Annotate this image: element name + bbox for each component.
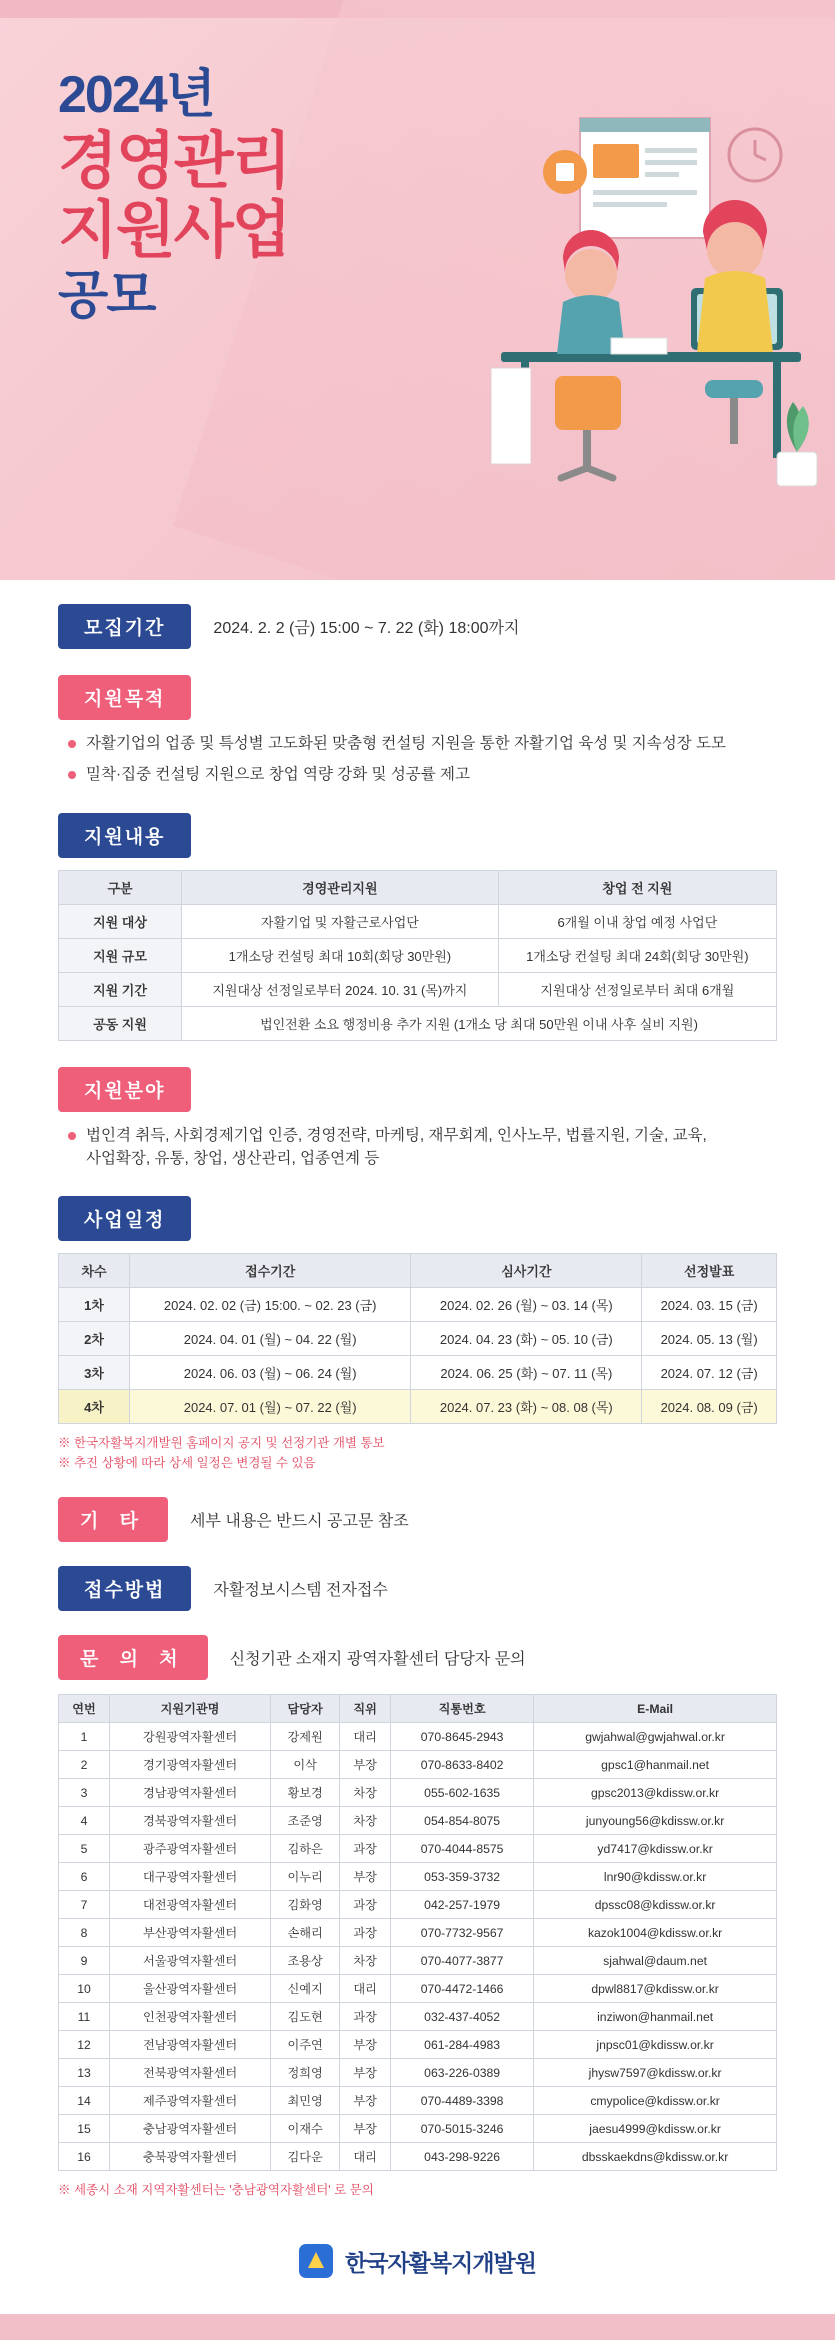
contact-row-13-person: 최민영 — [271, 2087, 340, 2115]
contact-row-12-org: 전북광역자활센터 — [110, 2059, 271, 2087]
contact-row-1-email: gpsc1@hanmail.net — [534, 1751, 777, 1779]
table-row — [59, 1723, 777, 1751]
contact-row-5-phone: 053-359-3732 — [391, 1863, 534, 1891]
contact-row-11-num: 12 — [59, 2031, 110, 2059]
support-row-2-col1: 지원대상 선정일로부터 2024. 10. 31 (목)까지 — [182, 972, 499, 1006]
table-row — [59, 2143, 777, 2171]
contact-row-2-org: 경남광역자활센터 — [110, 1779, 271, 1807]
purpose-head — [58, 675, 777, 720]
contact-note: ※ 세종시 소재 지역자활센터는 '충남광역자활센터' 로 문의 — [58, 2183, 374, 2197]
contact-row-0-org: 강원광역자활센터 — [110, 1723, 271, 1751]
contact-row-7-phone: 070-7732-9567 — [391, 1919, 534, 1947]
schedule-header-3: 선정발표 — [642, 1254, 777, 1288]
schedule-section — [58, 1196, 777, 1473]
table-row — [59, 1975, 777, 2003]
contact-row-10-phone: 032-437-4052 — [391, 2003, 534, 2031]
contact-row — [58, 1635, 777, 1680]
contact-row-13-phone: 070-4489-3398 — [391, 2087, 534, 2115]
table-row — [59, 2115, 777, 2143]
contact-row-7-person: 손해리 — [271, 1919, 340, 1947]
contact-row-11-email: jnpsc01@kdissw.or.kr — [534, 2031, 777, 2059]
apply-tag: 접수방법 — [58, 1566, 191, 1611]
list-item — [68, 732, 777, 755]
contact-row-2-person: 황보경 — [271, 1779, 340, 1807]
contact-row-15-title: 대리 — [340, 2143, 391, 2171]
table-row — [59, 904, 777, 938]
contact-table — [58, 1694, 777, 2171]
schedule-head — [58, 1196, 777, 1241]
support-header-1: 경영관리지원 — [182, 870, 499, 904]
table-row — [59, 1322, 777, 1356]
hero-title-line-2: 경영관리 — [58, 126, 290, 196]
contact-row-7-org: 부산광역자활센터 — [110, 1919, 271, 1947]
contact-row-14-email: jaesu4999@kdissw.or.kr — [534, 2115, 777, 2143]
contact-row-10-title: 과장 — [340, 2003, 391, 2031]
support-row-0-col2: 6개월 이내 창업 예정 사업단 — [498, 904, 776, 938]
list-item — [68, 1124, 777, 1171]
schedule-header-1: 접수기간 — [130, 1254, 411, 1288]
support-header-0: 구분 — [59, 870, 182, 904]
hero-title-line-4: 공모 — [58, 266, 155, 325]
contact-row-3-phone: 054-854-8075 — [391, 1807, 534, 1835]
support-head — [58, 813, 777, 858]
schedule-row-0-apply: 2024. 02. 02 (금) 15:00. ~ 02. 23 (금) — [130, 1288, 411, 1322]
contact-row-11-person: 이주연 — [271, 2031, 340, 2059]
support-row-0-label: 지원 대상 — [59, 904, 182, 938]
support-merged-label: 공동 지원 — [59, 1006, 182, 1040]
schedule-row-1-result: 2024. 05. 13 (월) — [642, 1322, 777, 1356]
contact-row-14-person: 이재수 — [271, 2115, 340, 2143]
support-tag: 지원내용 — [58, 813, 191, 858]
contact-row-8-email: sjahwal@daum.net — [534, 1947, 777, 1975]
schedule-row-1-phase: 2차 — [59, 1322, 130, 1356]
purpose-tag: 지원목적 — [58, 675, 191, 720]
contact-row-4-email: yd7417@kdissw.or.kr — [534, 1835, 777, 1863]
contact-row-12-title: 부장 — [340, 2059, 391, 2087]
contact-row-11-phone: 061-284-4983 — [391, 2031, 534, 2059]
bottom-band — [0, 2314, 835, 2340]
contact-row-6-num: 7 — [59, 1891, 110, 1919]
contact-row-10-person: 김도현 — [271, 2003, 340, 2031]
contact-header-0: 연번 — [59, 1695, 110, 1723]
table-row — [59, 1779, 777, 1807]
contact-row-13-org: 제주광역자활센터 — [110, 2087, 271, 2115]
recruit-period-text: 2024. 2. 2 (금) 15:00 ~ 7. 22 (화) 18:00까지 — [213, 620, 520, 637]
schedule-row-2-result: 2024. 07. 12 (금) — [642, 1356, 777, 1390]
contact-tag: 문 의 처 — [58, 1635, 208, 1680]
schedule-row-2-phase: 3차 — [59, 1356, 130, 1390]
support-row-2-label: 지원 기간 — [59, 972, 182, 1006]
table-header-row — [59, 1695, 777, 1723]
apply-text: 자활정보시스템 전자접수 — [213, 1582, 388, 1599]
table-row — [59, 1751, 777, 1779]
purpose-item-0: 자활기업의 업종 및 특성별 고도화된 맞춤형 컨설팅 지원을 통한 자활기업 육성 및 지속성장 도모 — [86, 735, 726, 752]
contact-row-6-person: 김화영 — [271, 1891, 340, 1919]
schedule-row-1-apply: 2024. 04. 01 (월) ~ 04. 22 (월) — [130, 1322, 411, 1356]
field-list — [68, 1124, 777, 1171]
contact-row-12-email: jhysw7597@kdissw.or.kr — [534, 2059, 777, 2087]
contact-row-12-num: 13 — [59, 2059, 110, 2087]
contact-row-9-num: 10 — [59, 1975, 110, 2003]
contact-row-10-org: 인천광역자활센터 — [110, 2003, 271, 2031]
etc-text: 세부 내용은 반드시 공고문 참조 — [190, 1513, 409, 1530]
contact-row-5-title: 부장 — [340, 1863, 391, 1891]
contact-row-0-email: gwjahwal@gwjahwal.or.kr — [534, 1723, 777, 1751]
contact-row-7-title: 과장 — [340, 1919, 391, 1947]
purpose-section — [58, 675, 777, 787]
contact-row-11-title: 부장 — [340, 2031, 391, 2059]
contact-row-0-title: 대리 — [340, 1723, 391, 1751]
contact-row-9-phone: 070-4472-1466 — [391, 1975, 534, 2003]
schedule-table — [58, 1253, 777, 1424]
contact-header-5: E-Mail — [534, 1695, 777, 1723]
schedule-header-2: 심사기간 — [411, 1254, 642, 1288]
contact-row-15-phone: 043-298-9226 — [391, 2143, 534, 2171]
schedule-row-3-review: 2024. 07. 23 (화) ~ 08. 08 (목) — [411, 1390, 642, 1424]
contact-row-8-phone: 070-4077-3877 — [391, 1947, 534, 1975]
field-tag: 지원분야 — [58, 1067, 191, 1112]
contact-row-14-org: 충남광역자활센터 — [110, 2115, 271, 2143]
table-row — [59, 2031, 777, 2059]
table-row — [59, 1006, 777, 1040]
contact-row-4-org: 광주광역자활센터 — [110, 1835, 271, 1863]
table-row — [59, 2059, 777, 2087]
office-illustration — [405, 100, 825, 520]
support-table — [58, 870, 777, 1041]
table-row — [59, 1947, 777, 1975]
field-head — [58, 1067, 777, 1112]
table-row — [59, 1807, 777, 1835]
contact-header-2: 담당자 — [271, 1695, 340, 1723]
contact-row-6-org: 대전광역자활센터 — [110, 1891, 271, 1919]
contact-header-4: 직통번호 — [391, 1695, 534, 1723]
support-row-1-col2: 1개소당 컨설팅 최대 24회(회당 30만원) — [498, 938, 776, 972]
etc-tag: 기 타 — [58, 1497, 168, 1542]
table-row — [59, 1288, 777, 1322]
field-section — [58, 1067, 777, 1171]
recruit-period-tag: 모집기간 — [58, 604, 191, 649]
purpose-list — [68, 732, 777, 787]
schedule-row-3-apply: 2024. 07. 01 (월) ~ 07. 22 (월) — [130, 1390, 411, 1424]
contact-row-0-phone: 070-8645-2943 — [391, 1723, 534, 1751]
contact-row-3-title: 차장 — [340, 1807, 391, 1835]
organization-logo-icon — [299, 2244, 333, 2278]
table-header-row — [59, 870, 777, 904]
hero-title-line-3: 지원사업 — [58, 195, 290, 265]
schedule-row-0-result: 2024. 03. 15 (금) — [642, 1288, 777, 1322]
schedule-row-3-result: 2024. 08. 09 (금) — [642, 1390, 777, 1424]
contact-row-9-title: 대리 — [340, 1975, 391, 2003]
schedule-row-0-phase: 1차 — [59, 1288, 130, 1322]
contact-row-4-phone: 070-4044-8575 — [391, 1835, 534, 1863]
contact-row-12-phone: 063-226-0389 — [391, 2059, 534, 2087]
contact-row-4-num: 5 — [59, 1835, 110, 1863]
field-item-1: 사업확장, 유통, 창업, 생산관리, 업종연계 등 — [86, 1149, 380, 1167]
contact-row-2-num: 3 — [59, 1779, 110, 1807]
poster-content — [0, 604, 835, 2314]
list-item — [68, 763, 777, 786]
contact-row-9-email: dpwl8817@kdissw.or.kr — [534, 1975, 777, 2003]
contact-row-14-title: 부장 — [340, 2115, 391, 2143]
contact-row-14-num: 15 — [59, 2115, 110, 2143]
hero-title-line-1: 2024년 — [58, 66, 214, 124]
support-row-1-label: 지원 규모 — [59, 938, 182, 972]
table-row — [59, 2003, 777, 2031]
contact-row-2-phone: 055-602-1635 — [391, 1779, 534, 1807]
schedule-tag: 사업일정 — [58, 1196, 191, 1241]
support-header-2: 창업 전 지원 — [498, 870, 776, 904]
contact-row-6-title: 과장 — [340, 1891, 391, 1919]
bullet-dot-icon — [68, 1132, 76, 1140]
contact-row-4-person: 김하은 — [271, 1835, 340, 1863]
contact-row-10-num: 11 — [59, 2003, 110, 2031]
schedule-row-2-apply: 2024. 06. 03 (월) ~ 06. 24 (월) — [130, 1356, 411, 1390]
contact-row-11-org: 전남광역자활센터 — [110, 2031, 271, 2059]
contact-row-5-person: 이누리 — [271, 1863, 340, 1891]
contact-row-15-num: 16 — [59, 2143, 110, 2171]
contact-row-1-phone: 070-8633-8402 — [391, 1751, 534, 1779]
schedule-note-0: ※ 한국자활복지개발원 홈페이지 공지 및 선정기관 개별 통보 — [58, 1436, 385, 1450]
contact-row-5-email: lnr90@kdissw.or.kr — [534, 1863, 777, 1891]
footer — [58, 2226, 777, 2304]
contact-row-13-num: 14 — [59, 2087, 110, 2115]
hero-banner — [0, 0, 835, 580]
contact-row-8-num: 9 — [59, 1947, 110, 1975]
contact-row-6-phone: 042-257-1979 — [391, 1891, 534, 1919]
contact-row-10-email: inziwon@hanmail.net — [534, 2003, 777, 2031]
contact-header-3: 직위 — [340, 1695, 391, 1723]
purpose-item-1: 밀착·집중 컨설팅 지원으로 창업 역량 강화 및 성공률 제고 — [86, 766, 470, 784]
contact-row-3-email: junyoung56@kdissw.or.kr — [534, 1807, 777, 1835]
contact-row-15-email: dbsskaekdns@kdissw.or.kr — [534, 2143, 777, 2171]
support-row-2-col2: 지원대상 선정일로부터 최대 6개월 — [498, 972, 776, 1006]
contact-row-7-num: 8 — [59, 1919, 110, 1947]
contact-row-0-num: 1 — [59, 1723, 110, 1751]
organization-name: 한국자활복지개발원 — [345, 2249, 536, 2276]
etc-row — [58, 1497, 777, 1542]
schedule-note-1: ※ 추진 상황에 따라 상세 일정은 변경될 수 있음 — [58, 1456, 316, 1470]
table-header-row — [59, 1254, 777, 1288]
table-row — [59, 2087, 777, 2115]
contact-row-2-email: gpsc2013@kdissw.or.kr — [534, 1779, 777, 1807]
support-row-1-col1: 1개소당 컨설팅 최대 10회(회당 30만원) — [182, 938, 499, 972]
contact-row-13-title: 부장 — [340, 2087, 391, 2115]
contact-row-5-org: 대구광역자활센터 — [110, 1863, 271, 1891]
contact-row-13-email: cmypolice@kdissw.or.kr — [534, 2087, 777, 2115]
contact-row-3-person: 조준영 — [271, 1807, 340, 1835]
field-item-0: 법인격 취득, 사회경제기업 인증, 경영전략, 마케팅, 재무회계, 인사노무, 법률지원, 기술, 교육, — [86, 1126, 707, 1144]
schedule-row-2-review: 2024. 06. 25 (화) ~ 07. 11 (목) — [411, 1356, 642, 1390]
contact-header-1: 지원기관명 — [110, 1695, 271, 1723]
hero-title — [58, 68, 290, 323]
table-row — [59, 1863, 777, 1891]
apply-row — [58, 1566, 777, 1611]
contact-row-9-org: 울산광역자활센터 — [110, 1975, 271, 2003]
support-row-0-col1: 자활기업 및 자활근로사업단 — [182, 904, 499, 938]
table-row — [59, 1835, 777, 1863]
contact-row-7-email: kazok1004@kdissw.or.kr — [534, 1919, 777, 1947]
table-row — [59, 1891, 777, 1919]
bullet-dot-icon — [68, 740, 76, 748]
bullet-dot-icon — [68, 771, 76, 779]
contact-row-5-num: 6 — [59, 1863, 110, 1891]
contact-row-1-title: 부장 — [340, 1751, 391, 1779]
contact-row-9-person: 신예지 — [271, 1975, 340, 2003]
contact-row-1-person: 이삭 — [271, 1751, 340, 1779]
contact-row-8-title: 차장 — [340, 1947, 391, 1975]
contact-row-8-org: 서울광역자활센터 — [110, 1947, 271, 1975]
table-row — [59, 938, 777, 972]
support-section — [58, 813, 777, 1041]
schedule-notes — [58, 1433, 777, 1473]
table-row-highlighted — [59, 1390, 777, 1424]
schedule-header-0: 차수 — [59, 1254, 130, 1288]
schedule-row-0-review: 2024. 02. 26 (월) ~ 03. 14 (목) — [411, 1288, 642, 1322]
contact-row-3-num: 4 — [59, 1807, 110, 1835]
contact-row-8-person: 조용상 — [271, 1947, 340, 1975]
contact-row-3-org: 경북광역자활센터 — [110, 1807, 271, 1835]
contact-row-12-person: 정희영 — [271, 2059, 340, 2087]
schedule-row-3-phase: 4차 — [59, 1390, 130, 1424]
table-row — [59, 1356, 777, 1390]
schedule-row-1-review: 2024. 04. 23 (화) ~ 05. 10 (금) — [411, 1322, 642, 1356]
contact-row-15-org: 충북광역자활센터 — [110, 2143, 271, 2171]
contact-row-2-title: 차장 — [340, 1779, 391, 1807]
contact-row-15-person: 김다운 — [271, 2143, 340, 2171]
contact-row-4-title: 과장 — [340, 1835, 391, 1863]
contact-row-14-phone: 070-5015-3246 — [391, 2115, 534, 2143]
table-row — [59, 972, 777, 1006]
support-merged-value: 법인전환 소요 행정비용 추가 지원 (1개소 당 최대 50만원 이내 사후 실비 지원) — [182, 1006, 777, 1040]
contact-row-1-num: 2 — [59, 1751, 110, 1779]
table-row — [59, 1919, 777, 1947]
recruit-period-row — [58, 604, 777, 649]
contact-text: 신청기관 소재지 광역자활센터 담당자 문의 — [229, 1651, 526, 1668]
contact-row-0-person: 강제원 — [271, 1723, 340, 1751]
contact-row-1-org: 경기광역자활센터 — [110, 1751, 271, 1779]
contact-row-6-email: dpssc08@kdissw.or.kr — [534, 1891, 777, 1919]
